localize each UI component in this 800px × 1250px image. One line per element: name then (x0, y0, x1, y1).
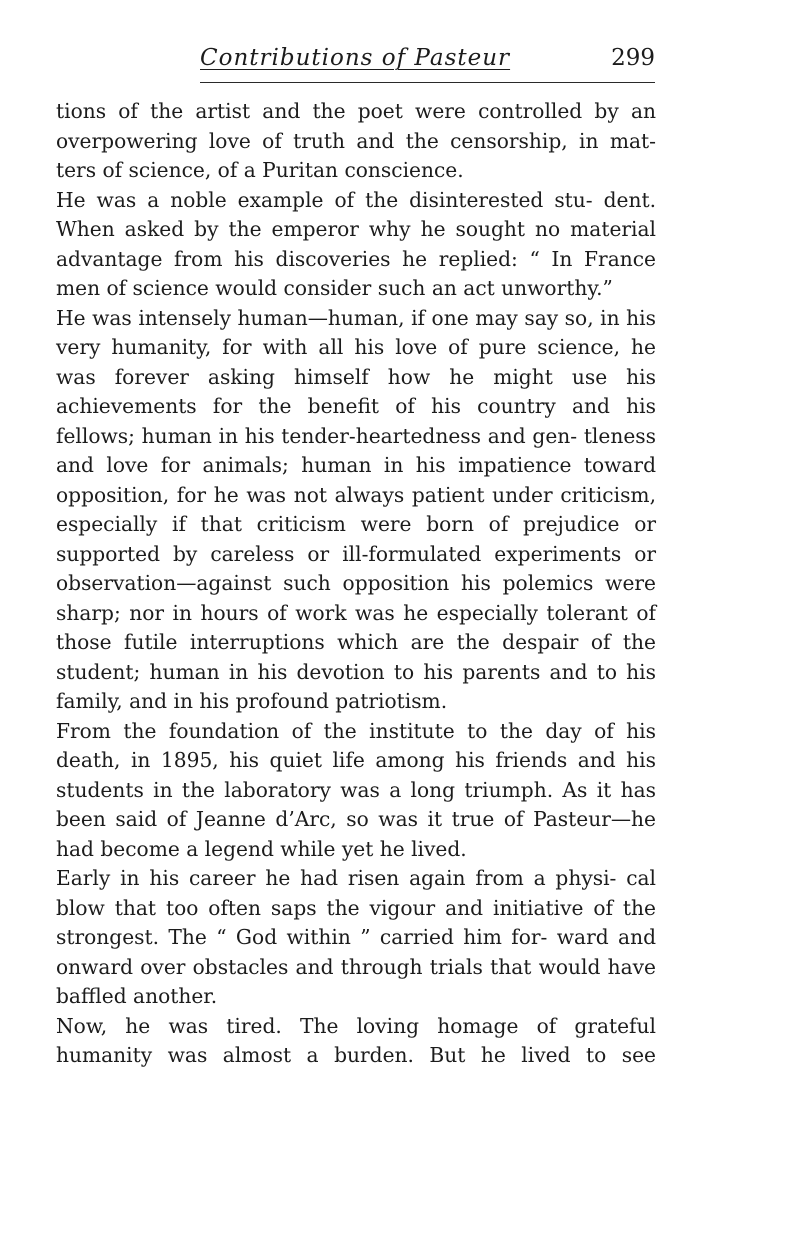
page-header (200, 42, 655, 83)
running-title: Contributions of Pasteur (200, 45, 511, 71)
page-body (56, 97, 656, 1071)
paragraph: From the foundation of the institute to the day of his death, in 1895, his quiet life among his friends and his students in the laboratory was a long triumph. As it has been said of Jeanne d’Arc, so was it true of Pasteur—he had become a legend while yet he lived. (56, 718, 656, 861)
page-number: 299 (611, 45, 655, 71)
paragraph: tions of the artist and the poet were controlled by an overpowering love of truth and the censorship, in mat- ters of science, of a Puritan conscience. (56, 99, 656, 182)
paragraph: He was intensely human—human, if one may say so, in his very humanity, for with all his love of pure science, he was forever asking himself how he might use his achievements for the benefit of his country and his fellows; human in his tender-heartedness and gen- tleness and love for animals; human in his impatience toward opposition, for he was not always patient under criticism, especially if that criticism were born of prejudice or supported by careless or ill-formulated experiments or observation—against such opposition his polemics were sharp; nor in hours of work was he especially tolerant of those futile interruptions which are the despair of the student; human in his devotion to his parents and to his family, and in his profound patriotism. (56, 305, 656, 713)
paragraph: He was a noble example of the disinterested stu- dent. When asked by the emperor why he sought no material advantage from his discoveries he replied: “ In France men of science would consider such an act unworthy.” (56, 187, 656, 300)
paragraph: Early in his career he had risen again from a physi- cal blow that too often saps the vigour and initiative of the strongest. The “ God within ” carried him for- ward and onward over obstacles and through trials that would have baffled another. (56, 866, 656, 1008)
paragraph: Now, he was tired. The loving homage of grateful humanity was almost a burden. But he lived to see (56, 1013, 656, 1067)
